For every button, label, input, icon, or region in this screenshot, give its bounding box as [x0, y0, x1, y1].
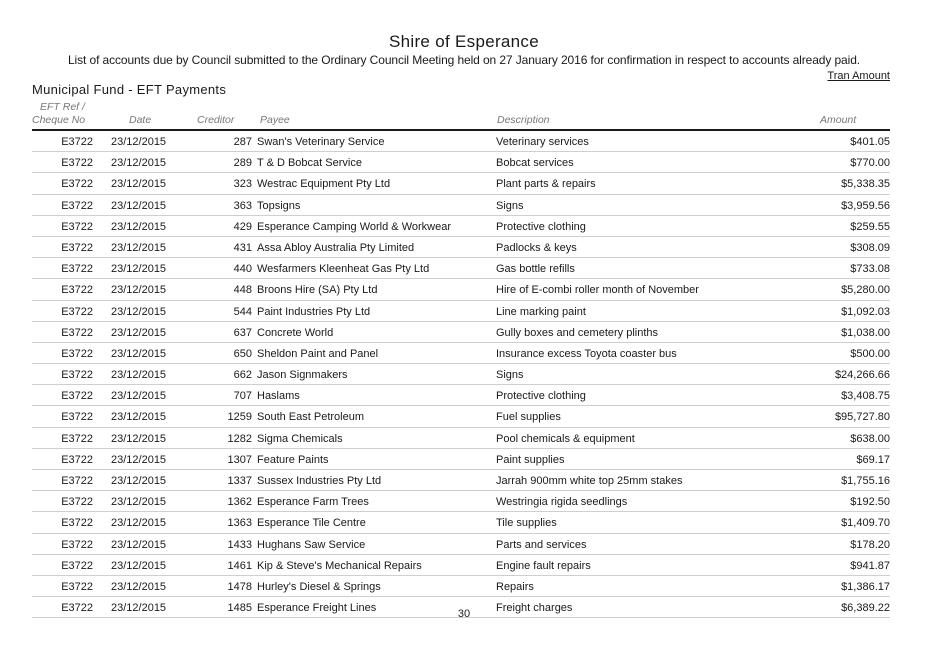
- creditor-cell: 1282: [227, 432, 252, 445]
- date-cell: 23/12/2015: [111, 157, 167, 170]
- payee-cell: Paint Industries Pty Ltd: [257, 305, 371, 318]
- table-row: [32, 216, 890, 237]
- description-cell: Gas bottle refills: [496, 263, 575, 276]
- table-row: [32, 428, 890, 449]
- payee-cell: Hurley's Diesel & Springs: [257, 580, 381, 593]
- ref-cell: E3722: [61, 220, 93, 233]
- description-cell: Engine fault repairs: [496, 559, 591, 572]
- date-cell: 23/12/2015: [111, 369, 167, 382]
- payee-cell: Kip & Steve's Mechanical Repairs: [257, 559, 422, 572]
- description-cell: Hire of E-combi roller month of November: [496, 284, 699, 297]
- payee-cell: Jason Signmakers: [257, 369, 348, 382]
- table-row: [32, 301, 890, 322]
- table-row: [32, 534, 890, 555]
- table-row: [32, 195, 890, 216]
- description-cell: Protective clothing: [496, 220, 586, 233]
- date-cell: 23/12/2015: [111, 284, 167, 297]
- column-header-ref-line2: Cheque No: [32, 114, 86, 126]
- column-header-amount: Amount: [820, 114, 857, 126]
- date-cell: 23/12/2015: [111, 199, 167, 212]
- date-cell: 23/12/2015: [111, 178, 167, 191]
- date-cell: 23/12/2015: [111, 432, 167, 445]
- payments-table: [32, 131, 890, 618]
- payee-cell: Feature Paints: [257, 453, 329, 466]
- payee-cell: South East Petroleum: [257, 411, 365, 424]
- payee-cell: Assa Abloy Australia Pty Limited: [257, 241, 415, 254]
- amount-cell: $1,092.03: [841, 305, 890, 318]
- creditor-cell: 707: [233, 390, 252, 403]
- date-cell: 23/12/2015: [111, 241, 167, 254]
- table-row: [32, 491, 890, 512]
- description-cell: Pool chemicals & equipment: [496, 432, 635, 445]
- page-number: 30: [457, 608, 471, 620]
- description-cell: Padlocks & keys: [496, 241, 577, 254]
- amount-cell: $178.20: [850, 538, 890, 551]
- payee-cell: Esperance Tile Centre: [257, 517, 366, 530]
- ref-cell: E3722: [61, 602, 93, 615]
- table-row: [32, 449, 890, 470]
- table-row: [32, 152, 890, 173]
- ref-cell: E3722: [61, 157, 93, 170]
- creditor-cell: 448: [233, 284, 252, 297]
- creditor-cell: 1363: [227, 517, 252, 530]
- creditor-cell: 289: [233, 157, 252, 170]
- amount-cell: $95,727.80: [834, 411, 890, 424]
- amount-cell: $1,409.70: [841, 517, 890, 530]
- description-cell: Tile supplies: [496, 517, 557, 530]
- column-header-description: Description: [497, 114, 550, 126]
- table-row: [32, 131, 890, 152]
- description-cell: Insurance excess Toyota coaster bus: [496, 347, 677, 360]
- payee-cell: Esperance Freight Lines: [257, 602, 377, 615]
- creditor-cell: 1362: [227, 496, 252, 509]
- column-header-payee: Payee: [260, 114, 290, 126]
- creditor-cell: 1259: [227, 411, 252, 424]
- ref-cell: E3722: [61, 580, 93, 593]
- table-row: [32, 406, 890, 427]
- amount-cell: $1,038.00: [841, 326, 890, 339]
- payee-cell: Sussex Industries Pty Ltd: [257, 475, 382, 487]
- description-cell: Fuel supplies: [496, 411, 561, 424]
- payee-cell: Concrete World: [257, 326, 334, 339]
- date-cell: 23/12/2015: [111, 517, 167, 530]
- ref-cell: E3722: [61, 559, 93, 572]
- table-row: [32, 343, 890, 364]
- amount-cell: $1,755.16: [841, 475, 890, 487]
- ref-cell: E3722: [61, 496, 93, 509]
- description-cell: Signs: [496, 199, 524, 212]
- ref-cell: E3722: [61, 241, 93, 254]
- amount-cell: $5,338.35: [841, 178, 890, 191]
- ref-cell: E3722: [61, 475, 93, 487]
- date-cell: 23/12/2015: [111, 559, 167, 572]
- amount-cell: $941.87: [850, 559, 890, 572]
- creditor-cell: 662: [233, 369, 252, 382]
- payee-cell: Westrac Equipment Pty Ltd: [257, 178, 391, 191]
- creditor-cell: 323: [233, 178, 252, 191]
- date-cell: 23/12/2015: [111, 220, 167, 233]
- ref-cell: E3722: [61, 411, 93, 424]
- date-cell: 23/12/2015: [111, 305, 167, 318]
- ref-cell: E3722: [61, 305, 93, 318]
- creditor-cell: 1433: [227, 538, 252, 551]
- amount-cell: $733.08: [850, 263, 890, 276]
- date-cell: 23/12/2015: [111, 453, 167, 466]
- description-cell: Repairs: [496, 580, 534, 593]
- amount-cell: $770.00: [850, 157, 890, 170]
- ref-cell: E3722: [61, 178, 93, 191]
- description-cell: Plant parts & repairs: [496, 178, 596, 191]
- amount-cell: $5,280.00: [841, 284, 890, 297]
- amount-cell: $3,959.56: [841, 199, 890, 212]
- date-cell: 23/12/2015: [111, 390, 167, 403]
- payee-cell: Esperance Camping World & Workwear: [257, 220, 452, 233]
- description-cell: Parts and services: [496, 538, 587, 551]
- amount-cell: $24,266.66: [834, 369, 890, 382]
- date-cell: 23/12/2015: [111, 538, 167, 551]
- payee-cell: Hughans Saw Service: [257, 538, 366, 551]
- creditor-cell: 650: [233, 347, 252, 360]
- ref-cell: E3722: [61, 347, 93, 360]
- payee-cell: T & D Bobcat Service: [257, 157, 362, 170]
- creditor-cell: 1337: [227, 475, 252, 487]
- ref-cell: E3722: [61, 136, 93, 148]
- creditor-cell: 287: [233, 136, 252, 148]
- date-cell: 23/12/2015: [111, 263, 167, 276]
- description-cell: Paint supplies: [496, 453, 565, 466]
- ref-cell: E3722: [61, 284, 93, 297]
- table-row: [32, 364, 890, 385]
- ref-cell: E3722: [61, 517, 93, 530]
- date-cell: 23/12/2015: [111, 580, 167, 593]
- creditor-cell: 431: [233, 241, 252, 254]
- creditor-cell: 429: [233, 220, 252, 233]
- description-cell: Line marking paint: [496, 305, 586, 318]
- amount-cell: $500.00: [850, 347, 890, 360]
- table-row: [32, 237, 890, 258]
- date-cell: 23/12/2015: [111, 475, 167, 487]
- date-cell: 23/12/2015: [111, 602, 167, 615]
- description-cell: Jarrah 900mm white top 25mm stakes: [496, 475, 683, 487]
- amount-cell: $308.09: [850, 241, 890, 254]
- payee-cell: Sigma Chemicals: [257, 432, 343, 445]
- creditor-cell: 1485: [227, 602, 252, 615]
- payee-cell: Sheldon Paint and Panel: [257, 347, 379, 360]
- page-subtitle: List of accounts due by Council submitted to the Ordinary Council Meeting held on 27 January 2016 for confirmation in respect to accounts already paid.: [67, 53, 861, 67]
- amount-cell: $6,389.22: [841, 602, 890, 615]
- creditor-cell: 363: [233, 199, 252, 212]
- creditor-cell: 1478: [227, 580, 252, 593]
- fund-heading: Municipal Fund - EFT Payments: [32, 82, 227, 97]
- table-row: [32, 279, 890, 300]
- amount-cell: $259.55: [850, 220, 890, 233]
- payee-cell: Esperance Farm Trees: [257, 496, 369, 509]
- page-title: Shire of Esperance: [389, 32, 539, 51]
- column-header-creditor: Creditor: [197, 114, 235, 126]
- table-row: [32, 576, 890, 597]
- payee-cell: Topsigns: [257, 199, 301, 212]
- date-cell: 23/12/2015: [111, 136, 167, 148]
- creditor-cell: 544: [233, 305, 252, 318]
- payee-cell: Broons Hire (SA) Pty Ltd: [257, 284, 378, 297]
- ref-cell: E3722: [61, 538, 93, 551]
- table-row: [32, 258, 890, 279]
- description-cell: Veterinary services: [496, 136, 589, 148]
- ref-cell: E3722: [61, 453, 93, 466]
- description-cell: Protective clothing: [496, 390, 586, 403]
- description-cell: Westringia rigida seedlings: [496, 496, 628, 509]
- payee-cell: Wesfarmers Kleenheat Gas Pty Ltd: [257, 263, 430, 276]
- ref-cell: E3722: [61, 369, 93, 382]
- amount-cell: $638.00: [850, 432, 890, 445]
- amount-cell: $401.05: [850, 136, 890, 148]
- ref-cell: E3722: [61, 432, 93, 445]
- payee-cell: Swan's Veterinary Service: [257, 136, 385, 148]
- description-cell: Signs: [496, 369, 524, 382]
- ref-cell: E3722: [61, 263, 93, 276]
- table-row: [32, 385, 890, 406]
- ref-cell: E3722: [61, 390, 93, 403]
- table-row: [32, 173, 890, 194]
- amount-cell: $3,408.75: [841, 390, 890, 403]
- description-cell: Gully boxes and cemetery plinths: [496, 326, 659, 339]
- column-header-ref-line1: EFT Ref /: [40, 101, 85, 113]
- tran-amount-label: Tran Amount: [827, 70, 890, 82]
- creditor-cell: 440: [233, 263, 252, 276]
- creditor-cell: 1461: [227, 559, 252, 572]
- description-cell: Freight charges: [496, 602, 573, 615]
- ref-cell: E3722: [61, 326, 93, 339]
- date-cell: 23/12/2015: [111, 496, 167, 509]
- table-row: [32, 512, 890, 533]
- description-cell: Bobcat services: [496, 157, 574, 170]
- date-cell: 23/12/2015: [111, 326, 167, 339]
- amount-cell: $69.17: [856, 453, 890, 466]
- creditor-cell: 637: [233, 326, 252, 339]
- creditor-cell: 1307: [227, 453, 252, 466]
- payee-cell: Haslams: [257, 390, 300, 403]
- amount-cell: $1,386.17: [841, 580, 890, 593]
- date-cell: 23/12/2015: [111, 411, 167, 424]
- date-cell: 23/12/2015: [111, 347, 167, 360]
- table-row: [32, 470, 890, 491]
- table-row: [32, 555, 890, 576]
- table-row: [32, 322, 890, 343]
- column-header-date: Date: [129, 114, 152, 126]
- ref-cell: E3722: [61, 199, 93, 212]
- amount-cell: $192.50: [850, 496, 890, 509]
